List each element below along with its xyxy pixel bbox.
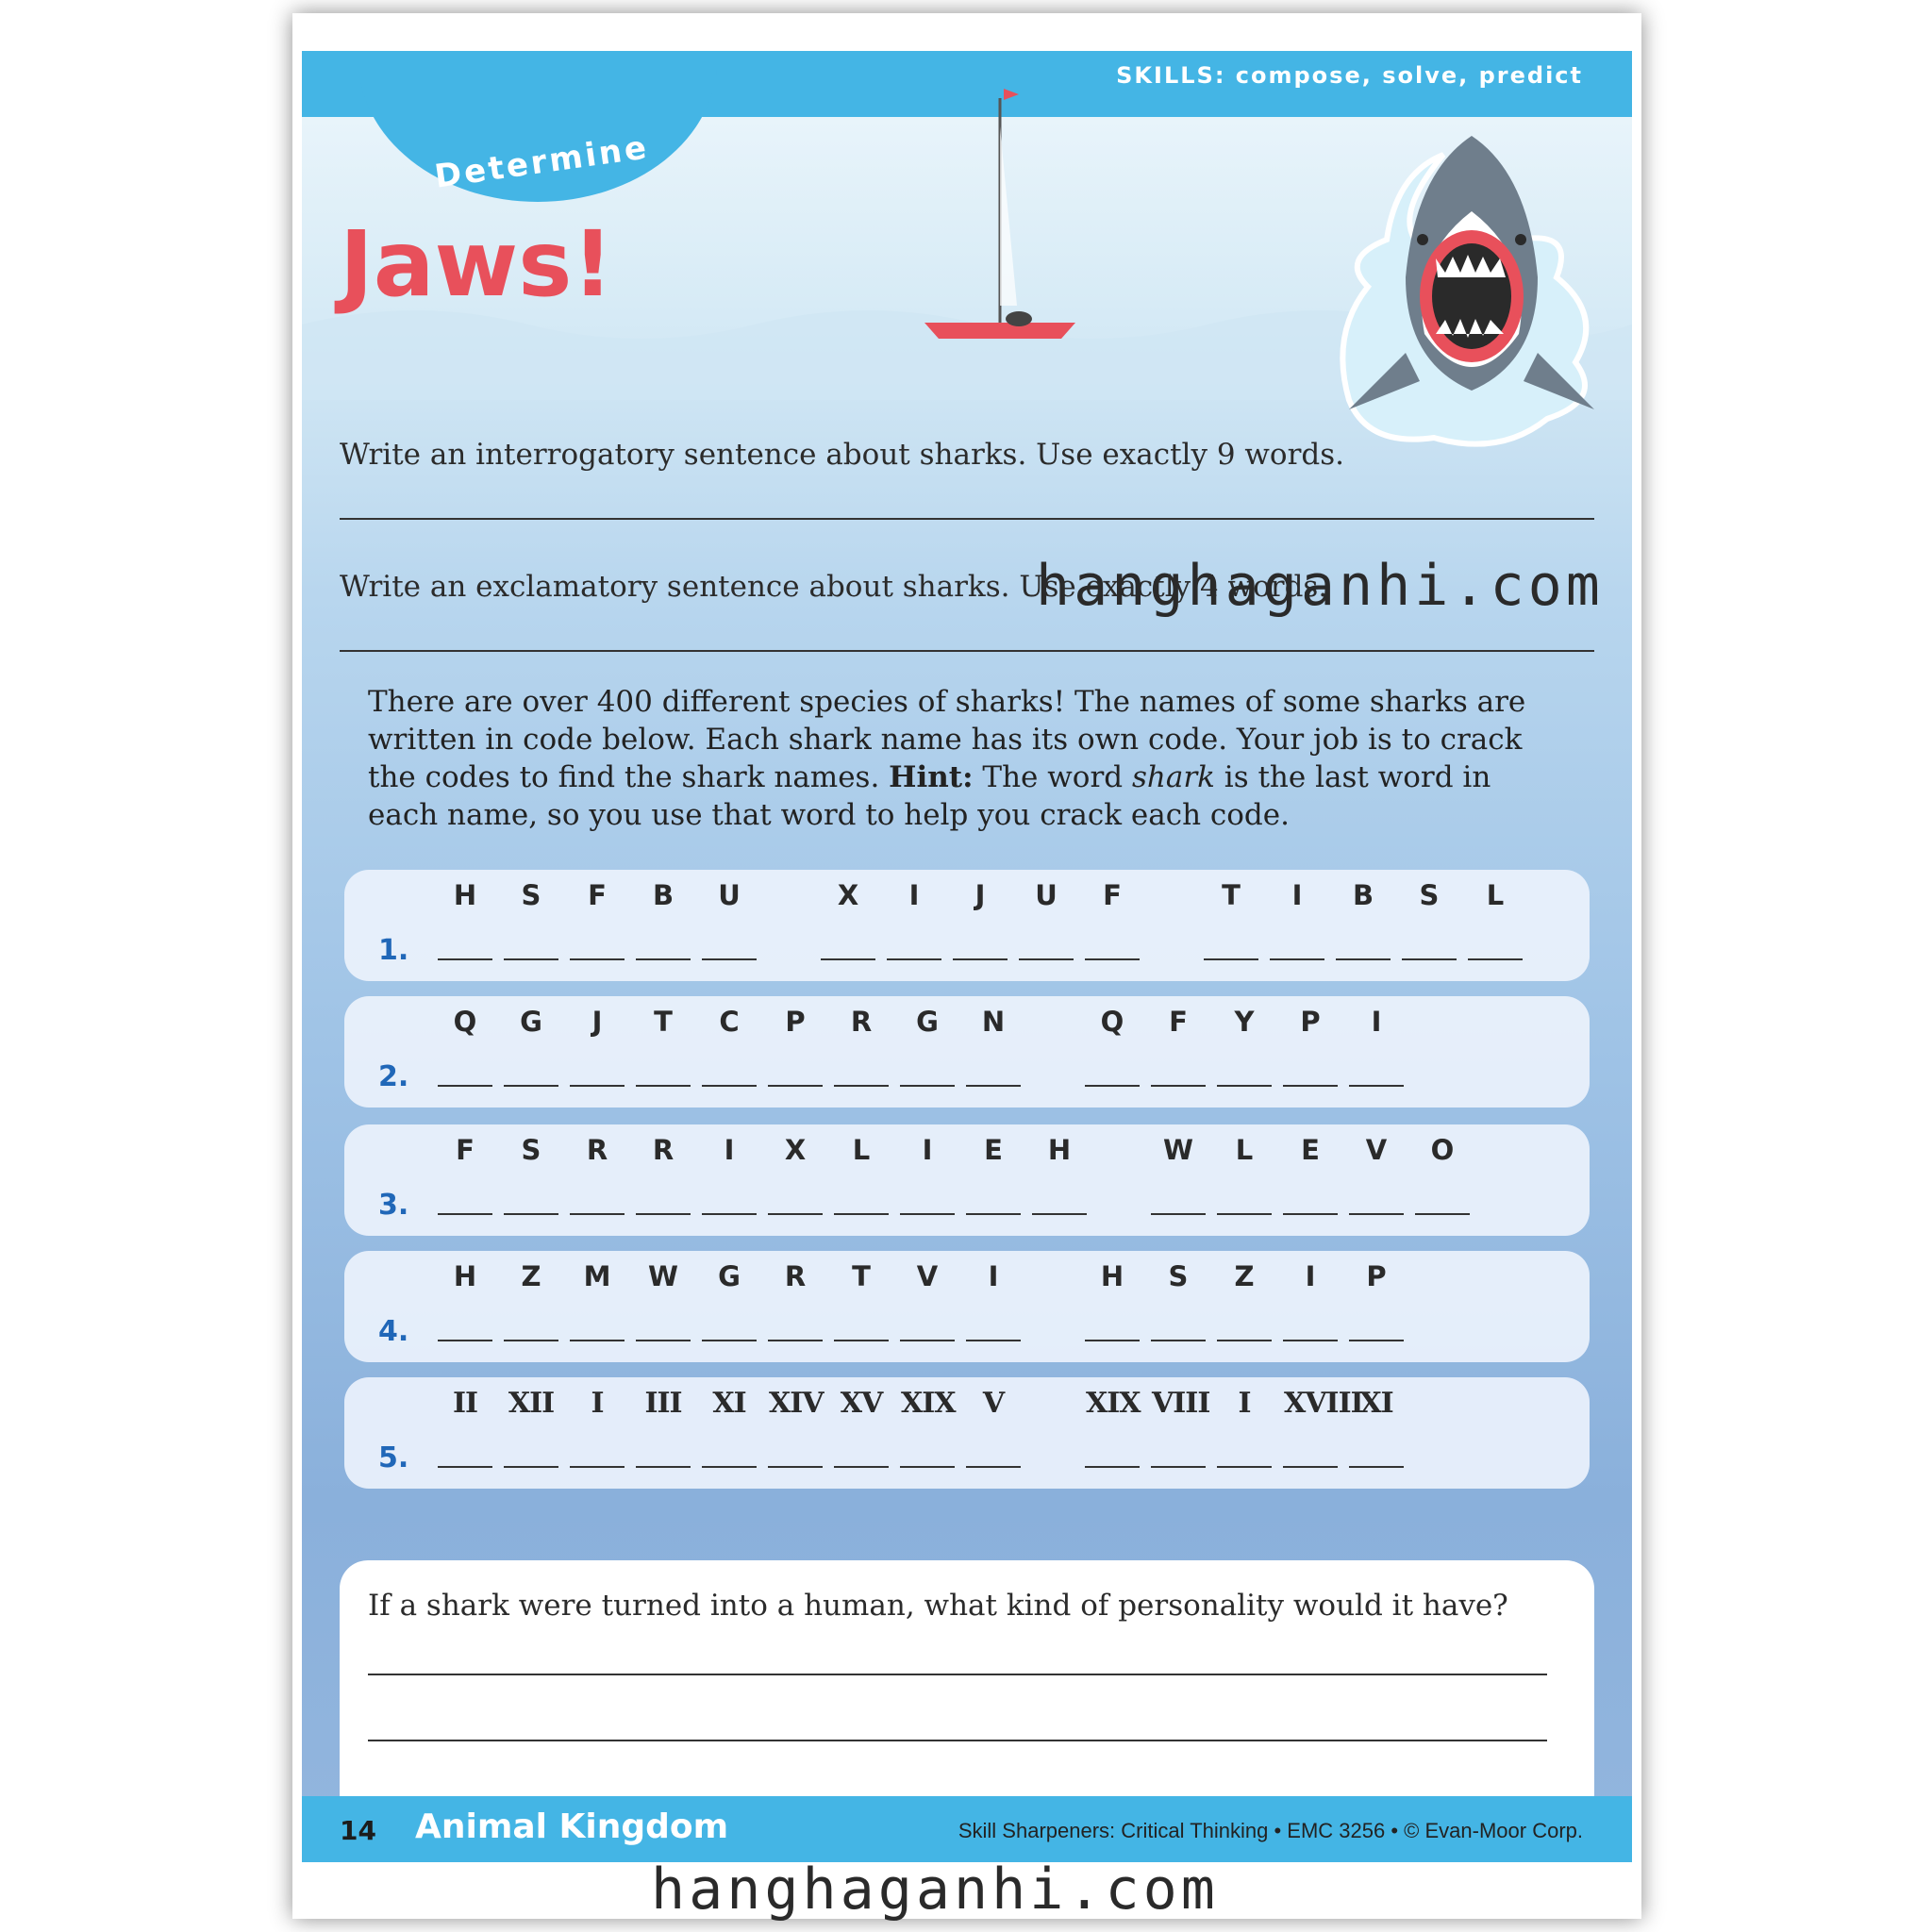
code-letter: U — [718, 879, 741, 911]
code-letter: II — [452, 1387, 478, 1420]
code-letter: P — [1300, 1006, 1321, 1038]
code-letter: S — [521, 879, 541, 911]
code-letter: XI — [712, 1387, 746, 1420]
code-letter: X — [837, 879, 859, 911]
answer-blank[interactable] — [1402, 958, 1457, 960]
footer-band — [302, 1796, 1632, 1862]
shark-illustration — [1330, 117, 1613, 475]
code-letter: R — [850, 1006, 873, 1038]
answer-blank[interactable] — [438, 958, 492, 960]
answer-blank[interactable] — [1349, 1466, 1404, 1468]
answer-blank[interactable] — [768, 1466, 823, 1468]
code-letter: C — [719, 1006, 740, 1038]
code-letter: V — [1365, 1134, 1388, 1166]
answer-blank[interactable] — [702, 1213, 757, 1215]
code-letter: O — [1430, 1134, 1455, 1166]
answer-blank[interactable] — [834, 1213, 889, 1215]
answer-blank[interactable] — [900, 1213, 955, 1215]
intro-text: There are over 400 different species of sharks! The names of some sharks are written in code below. Each shark name has its own code. Your job is to crack the codes to find the shark names. — [368, 685, 1526, 794]
code-letter: T — [1222, 879, 1241, 911]
code-letter: Z — [521, 1260, 541, 1292]
code-letter: W — [648, 1260, 678, 1292]
answer-blank[interactable] — [1217, 1213, 1272, 1215]
answer-blank[interactable] — [1085, 1466, 1140, 1468]
answer-blank[interactable] — [570, 1085, 625, 1087]
answer-blank[interactable] — [570, 1466, 625, 1468]
answer-blank[interactable] — [1415, 1213, 1470, 1215]
answer-line[interactable] — [340, 518, 1594, 520]
code-letter: I — [908, 879, 920, 911]
code-letter: J — [974, 879, 986, 911]
answer-blank[interactable] — [570, 1340, 625, 1341]
code-letter: P — [785, 1006, 806, 1038]
question-interrogatory: Write an interrogatory sentence about sharks. Use exactly 9 words. — [340, 438, 1345, 472]
answer-blank[interactable] — [900, 1466, 955, 1468]
answer-blank[interactable] — [702, 1085, 757, 1087]
answer-blank[interactable] — [1217, 1340, 1272, 1341]
code-letter: S — [1168, 1260, 1189, 1292]
answer-blank[interactable] — [1204, 958, 1258, 960]
intro-text: The word — [982, 760, 1124, 794]
code-row — [344, 1124, 1590, 1236]
answer-blank[interactable] — [702, 1466, 757, 1468]
answer-blank[interactable] — [1085, 1085, 1140, 1087]
answer-blank[interactable] — [1283, 1340, 1338, 1341]
code-letter: XIX — [1086, 1387, 1141, 1420]
intro-paragraph — [368, 683, 1547, 834]
code-letter: N — [981, 1006, 1006, 1038]
code-letter: Y — [1234, 1006, 1255, 1038]
answer-blank[interactable] — [1349, 1213, 1404, 1215]
answer-blank[interactable] — [504, 1085, 558, 1087]
answer-blank[interactable] — [1151, 1340, 1206, 1341]
code-letter: R — [586, 1134, 608, 1166]
answer-line[interactable] — [368, 1740, 1547, 1741]
code-letter: XVIII — [1284, 1387, 1363, 1420]
code-letter: J — [591, 1006, 603, 1038]
answer-blank[interactable] — [1283, 1213, 1338, 1215]
code-letter: G — [916, 1006, 939, 1038]
answer-blank[interactable] — [1085, 958, 1140, 960]
code-letter: XV — [840, 1387, 883, 1420]
code-letter: I — [1371, 1006, 1382, 1038]
answer-blank[interactable] — [887, 958, 941, 960]
code-letter: V — [916, 1260, 939, 1292]
answer-blank[interactable] — [1217, 1466, 1272, 1468]
shark-word: shark — [1131, 760, 1215, 794]
answer-blank[interactable] — [966, 1340, 1021, 1341]
answer-blank[interactable] — [636, 1466, 691, 1468]
code-row — [344, 870, 1590, 981]
answer-blank[interactable] — [1032, 1213, 1087, 1215]
answer-blank[interactable] — [1151, 1466, 1206, 1468]
code-letter: Q — [1100, 1006, 1124, 1038]
code-letter: I — [1238, 1387, 1251, 1420]
answer-blank[interactable] — [1283, 1085, 1338, 1087]
skills-label: SKILLS: compose, solve, predict — [1116, 62, 1583, 89]
code-letter: T — [852, 1260, 871, 1292]
answer-blank[interactable] — [504, 1213, 558, 1215]
code-letter: F — [456, 1134, 475, 1166]
code-letter: F — [1169, 1006, 1188, 1038]
code-row — [344, 996, 1590, 1108]
code-letter: VIII — [1152, 1387, 1210, 1420]
answer-blank[interactable] — [438, 1340, 492, 1341]
answer-blank[interactable] — [1468, 958, 1523, 960]
answer-blank[interactable] — [834, 1085, 889, 1087]
answer-blank[interactable] — [1019, 958, 1074, 960]
code-letter: T — [654, 1006, 673, 1038]
code-letter: R — [784, 1260, 807, 1292]
answer-blank[interactable] — [966, 1085, 1021, 1087]
code-row — [344, 1251, 1590, 1362]
sailboat-illustration — [906, 70, 1094, 353]
code-letter: G — [520, 1006, 542, 1038]
code-number: 1. — [378, 934, 409, 967]
code-letter: I — [724, 1134, 735, 1166]
code-letter: III — [644, 1387, 682, 1420]
answer-blank[interactable] — [636, 958, 691, 960]
answer-blank[interactable] — [570, 958, 625, 960]
code-letter: I — [988, 1260, 999, 1292]
answer-blank[interactable] — [1217, 1085, 1272, 1087]
answer-blank[interactable] — [504, 1466, 558, 1468]
answer-blank[interactable] — [953, 958, 1008, 960]
code-letter: S — [1419, 879, 1440, 911]
answer-blank[interactable] — [1270, 958, 1324, 960]
code-letter: L — [852, 1134, 871, 1166]
code-letter: U — [1035, 879, 1058, 911]
intro-text: is the last word in each name, so you use that word to help you crack each code. — [368, 760, 1491, 832]
code-letter: XIX — [901, 1387, 956, 1420]
code-letter: S — [521, 1134, 541, 1166]
code-letter: P — [1366, 1260, 1387, 1292]
code-letter: V — [982, 1387, 1005, 1420]
answer-line[interactable] — [368, 1674, 1547, 1675]
code-letter: H — [453, 1260, 477, 1292]
code-letter: I — [1291, 879, 1303, 911]
code-letter: Z — [1234, 1260, 1255, 1292]
code-number: 2. — [378, 1060, 409, 1093]
worksheet-page — [292, 13, 1641, 1919]
answer-blank[interactable] — [966, 1213, 1021, 1215]
code-letter: F — [1103, 879, 1122, 911]
code-letter: XIV — [769, 1387, 824, 1420]
answer-blank[interactable] — [900, 1340, 955, 1341]
code-letter: B — [1352, 879, 1374, 911]
page-number: 14 — [340, 1815, 376, 1846]
code-letter: H — [453, 879, 477, 911]
publisher-credit: Skill Sharpeners: Critical Thinking • EMC 3256 • © Evan-Moor Corp. — [958, 1819, 1583, 1842]
answer-blank[interactable] — [438, 1213, 492, 1215]
answer-blank[interactable] — [636, 1340, 691, 1341]
answer-blank[interactable] — [636, 1213, 691, 1215]
code-number: 4. — [378, 1315, 409, 1348]
answer-line[interactable] — [340, 650, 1594, 652]
code-letter: I — [1305, 1260, 1316, 1292]
question-exclamatory: Write an exclamatory sentence about sharks. Use exactly 4 words. — [340, 570, 1328, 604]
section-title: Animal Kingdom — [415, 1807, 729, 1846]
answer-blank[interactable] — [504, 958, 558, 960]
answer-blank[interactable] — [768, 1085, 823, 1087]
code-letter: F — [588, 879, 607, 911]
answer-blank[interactable] — [834, 1466, 889, 1468]
code-letter: Q — [453, 1006, 477, 1038]
personality-question: If a shark were turned into a human, what kind of personality would it have? — [368, 1589, 1508, 1623]
hint-label: Hint: — [889, 760, 974, 794]
page-title: Jaws! — [340, 211, 614, 317]
code-letter: H — [1047, 1134, 1072, 1166]
answer-blank[interactable] — [1336, 958, 1391, 960]
code-letter: E — [1301, 1134, 1320, 1166]
answer-blank[interactable] — [1085, 1340, 1140, 1341]
code-letter: XII — [508, 1387, 555, 1420]
answer-blank[interactable] — [1151, 1085, 1206, 1087]
answer-blank[interactable] — [821, 958, 875, 960]
code-letter: M — [583, 1260, 611, 1292]
answer-blank[interactable] — [702, 958, 757, 960]
code-number: 5. — [378, 1441, 409, 1474]
answer-blank[interactable] — [768, 1213, 823, 1215]
code-letter: I — [591, 1387, 604, 1420]
answer-blank[interactable] — [1349, 1085, 1404, 1087]
watermark: hanghaganhi.com — [651, 1857, 1219, 1923]
answer-blank[interactable] — [1151, 1213, 1206, 1215]
code-row — [344, 1377, 1590, 1489]
answer-blank[interactable] — [438, 1085, 492, 1087]
code-letter: L — [1235, 1134, 1254, 1166]
code-letter: W — [1163, 1134, 1193, 1166]
answer-blank[interactable] — [1283, 1466, 1338, 1468]
code-letter: L — [1486, 879, 1505, 911]
code-letter: XI — [1359, 1387, 1393, 1420]
code-letter: R — [652, 1134, 675, 1166]
code-letter: E — [984, 1134, 1003, 1166]
answer-blank[interactable] — [570, 1213, 625, 1215]
category-label: Determine — [432, 128, 652, 196]
worksheet-sheet — [302, 51, 1632, 1862]
answer-blank[interactable] — [966, 1466, 1021, 1468]
code-letter: B — [652, 879, 675, 911]
code-letter: G — [718, 1260, 741, 1292]
answer-blank[interactable] — [636, 1085, 691, 1087]
answer-blank[interactable] — [1349, 1340, 1404, 1341]
code-number: 3. — [378, 1189, 409, 1222]
watermark: hanghaganhi.com — [1036, 553, 1604, 619]
answer-blank[interactable] — [768, 1340, 823, 1341]
code-letter: X — [784, 1134, 807, 1166]
answer-blank[interactable] — [900, 1085, 955, 1087]
answer-blank[interactable] — [702, 1340, 757, 1341]
code-letter: I — [922, 1134, 933, 1166]
answer-blank[interactable] — [834, 1340, 889, 1341]
code-letter: H — [1100, 1260, 1124, 1292]
answer-blank[interactable] — [438, 1466, 492, 1468]
answer-blank[interactable] — [504, 1340, 558, 1341]
